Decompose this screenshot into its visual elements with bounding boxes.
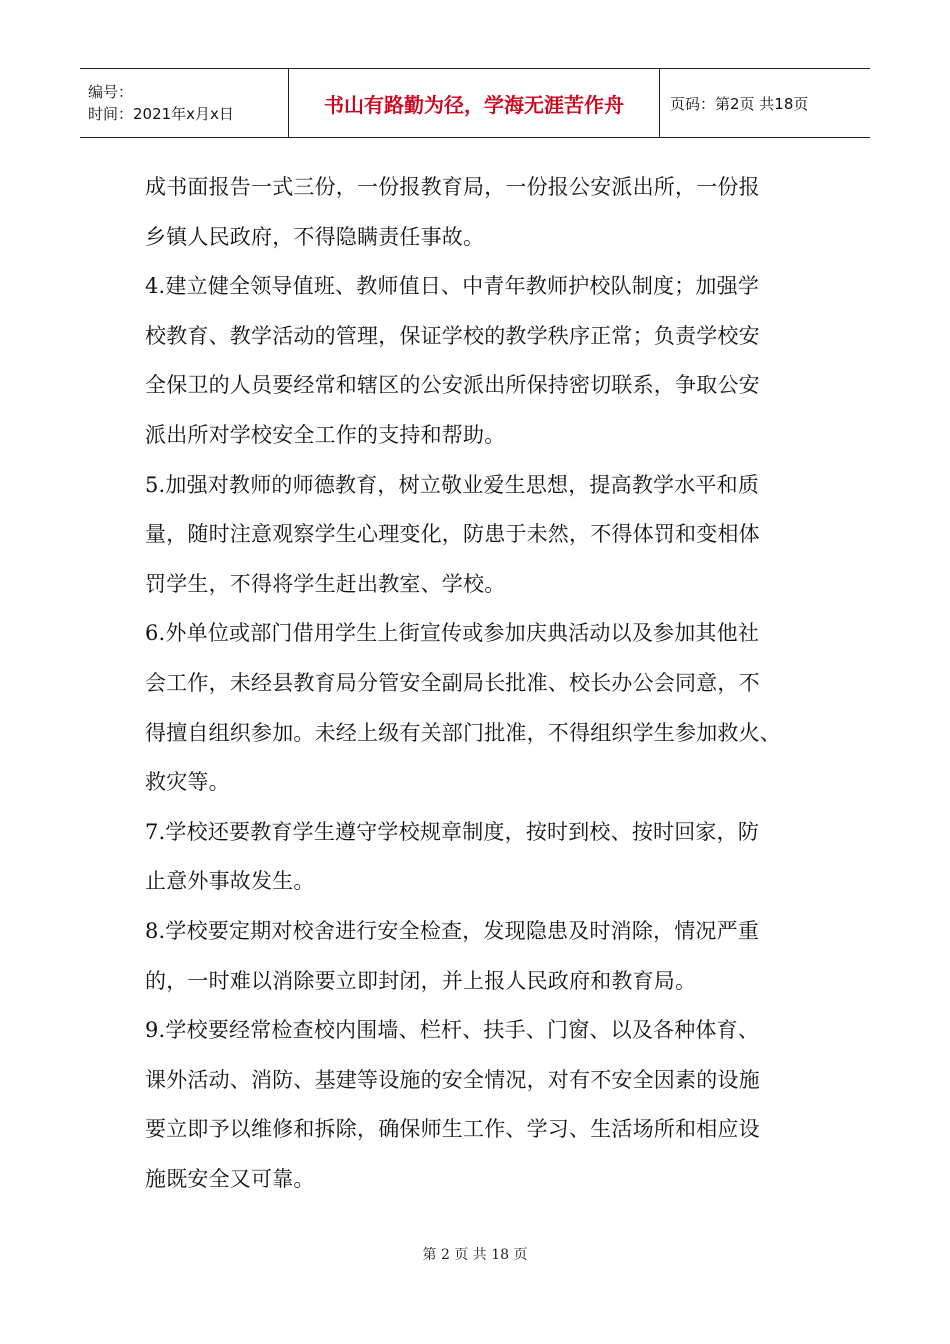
- body-line: 7.学校还要教育学生遵守学校规章制度，按时到校、按时回家，防: [145, 819, 760, 844]
- body-line: 的，一时难以消除要立即封闭，并上报人民政府和教育局。: [145, 968, 697, 993]
- body-line: 得擅自组织参加。未经上级有关部门批准，不得组织学生参加救火、: [145, 720, 781, 745]
- body-line: 全保卫的人员要经常和辖区的公安派出所保持密切联系，争取公安: [145, 373, 760, 398]
- header-motto: 书山有路勤为径，学海无涯苦作舟: [289, 69, 660, 137]
- body-line: 8.学校要定期对校舍进行安全检查，发现隐患及时消除，情况严重: [145, 918, 760, 943]
- header-meta: [80, 69, 289, 137]
- body-line: 要立即予以维修和拆除，确保师生工作、学习、生活场所和相应设: [145, 1117, 760, 1142]
- body-line: 9.学校要经常检查校内围墙、栏杆、扶手、门窗、以及各种体育、: [145, 1018, 760, 1043]
- body-line: 校教育、教学活动的管理，保证学校的教学秩序正常；负责学校安: [145, 323, 760, 348]
- body-line: 5.加强对教师的师德教育，树立敬业爱生思想，提高教学水平和质: [145, 472, 760, 497]
- body-line: 止意外事故发生。: [145, 869, 315, 894]
- body-line: 量，随时注意观察学生心理变化，防患于未然，不得体罚和变相体: [145, 522, 760, 547]
- page-header: [80, 68, 870, 138]
- document-body: [145, 163, 825, 1204]
- body-line: 乡镇人民政府，不得隐瞒责任事故。: [145, 224, 485, 249]
- body-line: 课外活动、消防、基建等设施的安全情况，对有不安全因素的设施: [145, 1067, 760, 1092]
- document-number-label: 编号：: [88, 83, 134, 101]
- body-line: 罚学生，不得将学生赶出教室、学校。: [145, 571, 506, 596]
- body-line: 救灾等。: [145, 770, 230, 795]
- header-page-info: 页码：第2页 共18页: [670, 94, 809, 113]
- body-line: 施既安全又可靠。: [145, 1166, 315, 1191]
- body-line: 4.建立健全领导值班、教师值日、中青年教师护校队制度；加强学: [145, 274, 760, 299]
- document-time: 时间：2021年x月x日: [88, 105, 234, 123]
- page-footer: 第 2 页 共 18 页: [422, 1247, 528, 1263]
- body-line: 6.外单位或部门借用学生上街宣传或参加庆典活动以及参加其他社: [145, 621, 760, 646]
- body-line: 派出所对学校安全工作的支持和帮助。: [145, 422, 506, 447]
- body-line: 成书面报告一式三份，一份报教育局，一份报公安派出所，一份报: [145, 175, 760, 199]
- body-line: 会工作，未经县教育局分管安全副局长批准、校长办公会同意，不: [145, 670, 760, 695]
